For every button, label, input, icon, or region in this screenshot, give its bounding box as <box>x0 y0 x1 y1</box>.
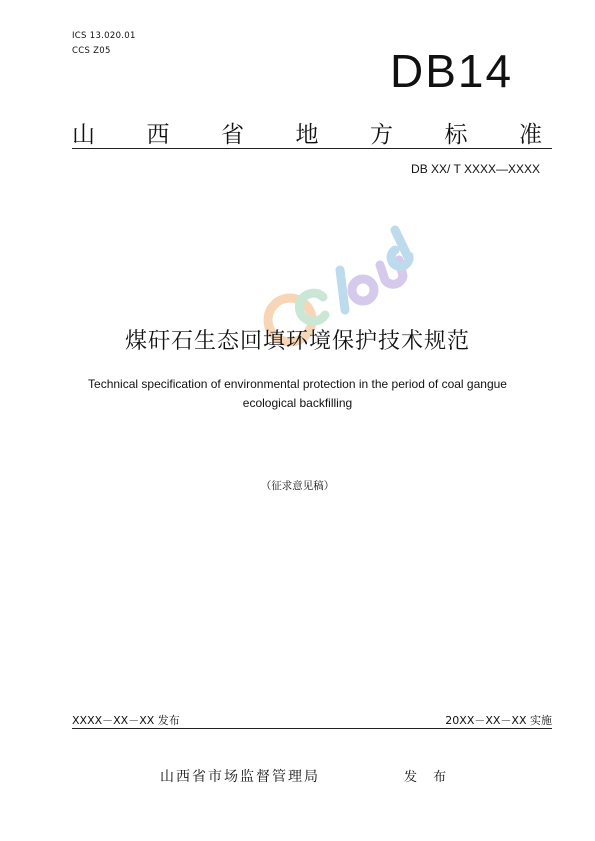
standard-code-logo: DB14 <box>390 45 514 97</box>
standard-number: DB XX/ T XXXX—XXXX <box>411 162 540 176</box>
publish-date: XXXX－XX－XX 发布 <box>72 714 180 727</box>
document-title-cn: 煤矸石生态回填环境保护技术规范 <box>124 329 470 354</box>
province-title-char: 省 <box>221 122 244 148</box>
province-title-char: 西 <box>146 122 170 148</box>
province-title-char: 方 <box>370 122 393 148</box>
watermark-letter-l <box>340 270 345 310</box>
draft-label: （征求意见稿） <box>260 480 335 492</box>
province-title-char: 准 <box>519 122 542 148</box>
header-divider <box>72 148 552 149</box>
ccs-code: CCS Z05 <box>72 46 111 56</box>
watermark-letter-o <box>352 279 374 301</box>
ics-code: ICS 13.020.01 <box>72 31 136 41</box>
province-standard-title <box>72 116 542 149</box>
implement-date: 20XX－XX－XX 实施 <box>445 714 552 727</box>
document-title-en: Technical specification of environmental protection in the period of coal gangue ecological backfilling <box>88 377 507 410</box>
footer-divider <box>72 728 552 729</box>
province-title-char: 山 <box>72 122 95 148</box>
province-title-char: 地 <box>295 122 319 148</box>
issue-label: 发 布 <box>404 770 453 785</box>
issuer-name: 山西省市场监督管理局 <box>160 769 320 785</box>
province-title-char: 标 <box>444 122 468 148</box>
